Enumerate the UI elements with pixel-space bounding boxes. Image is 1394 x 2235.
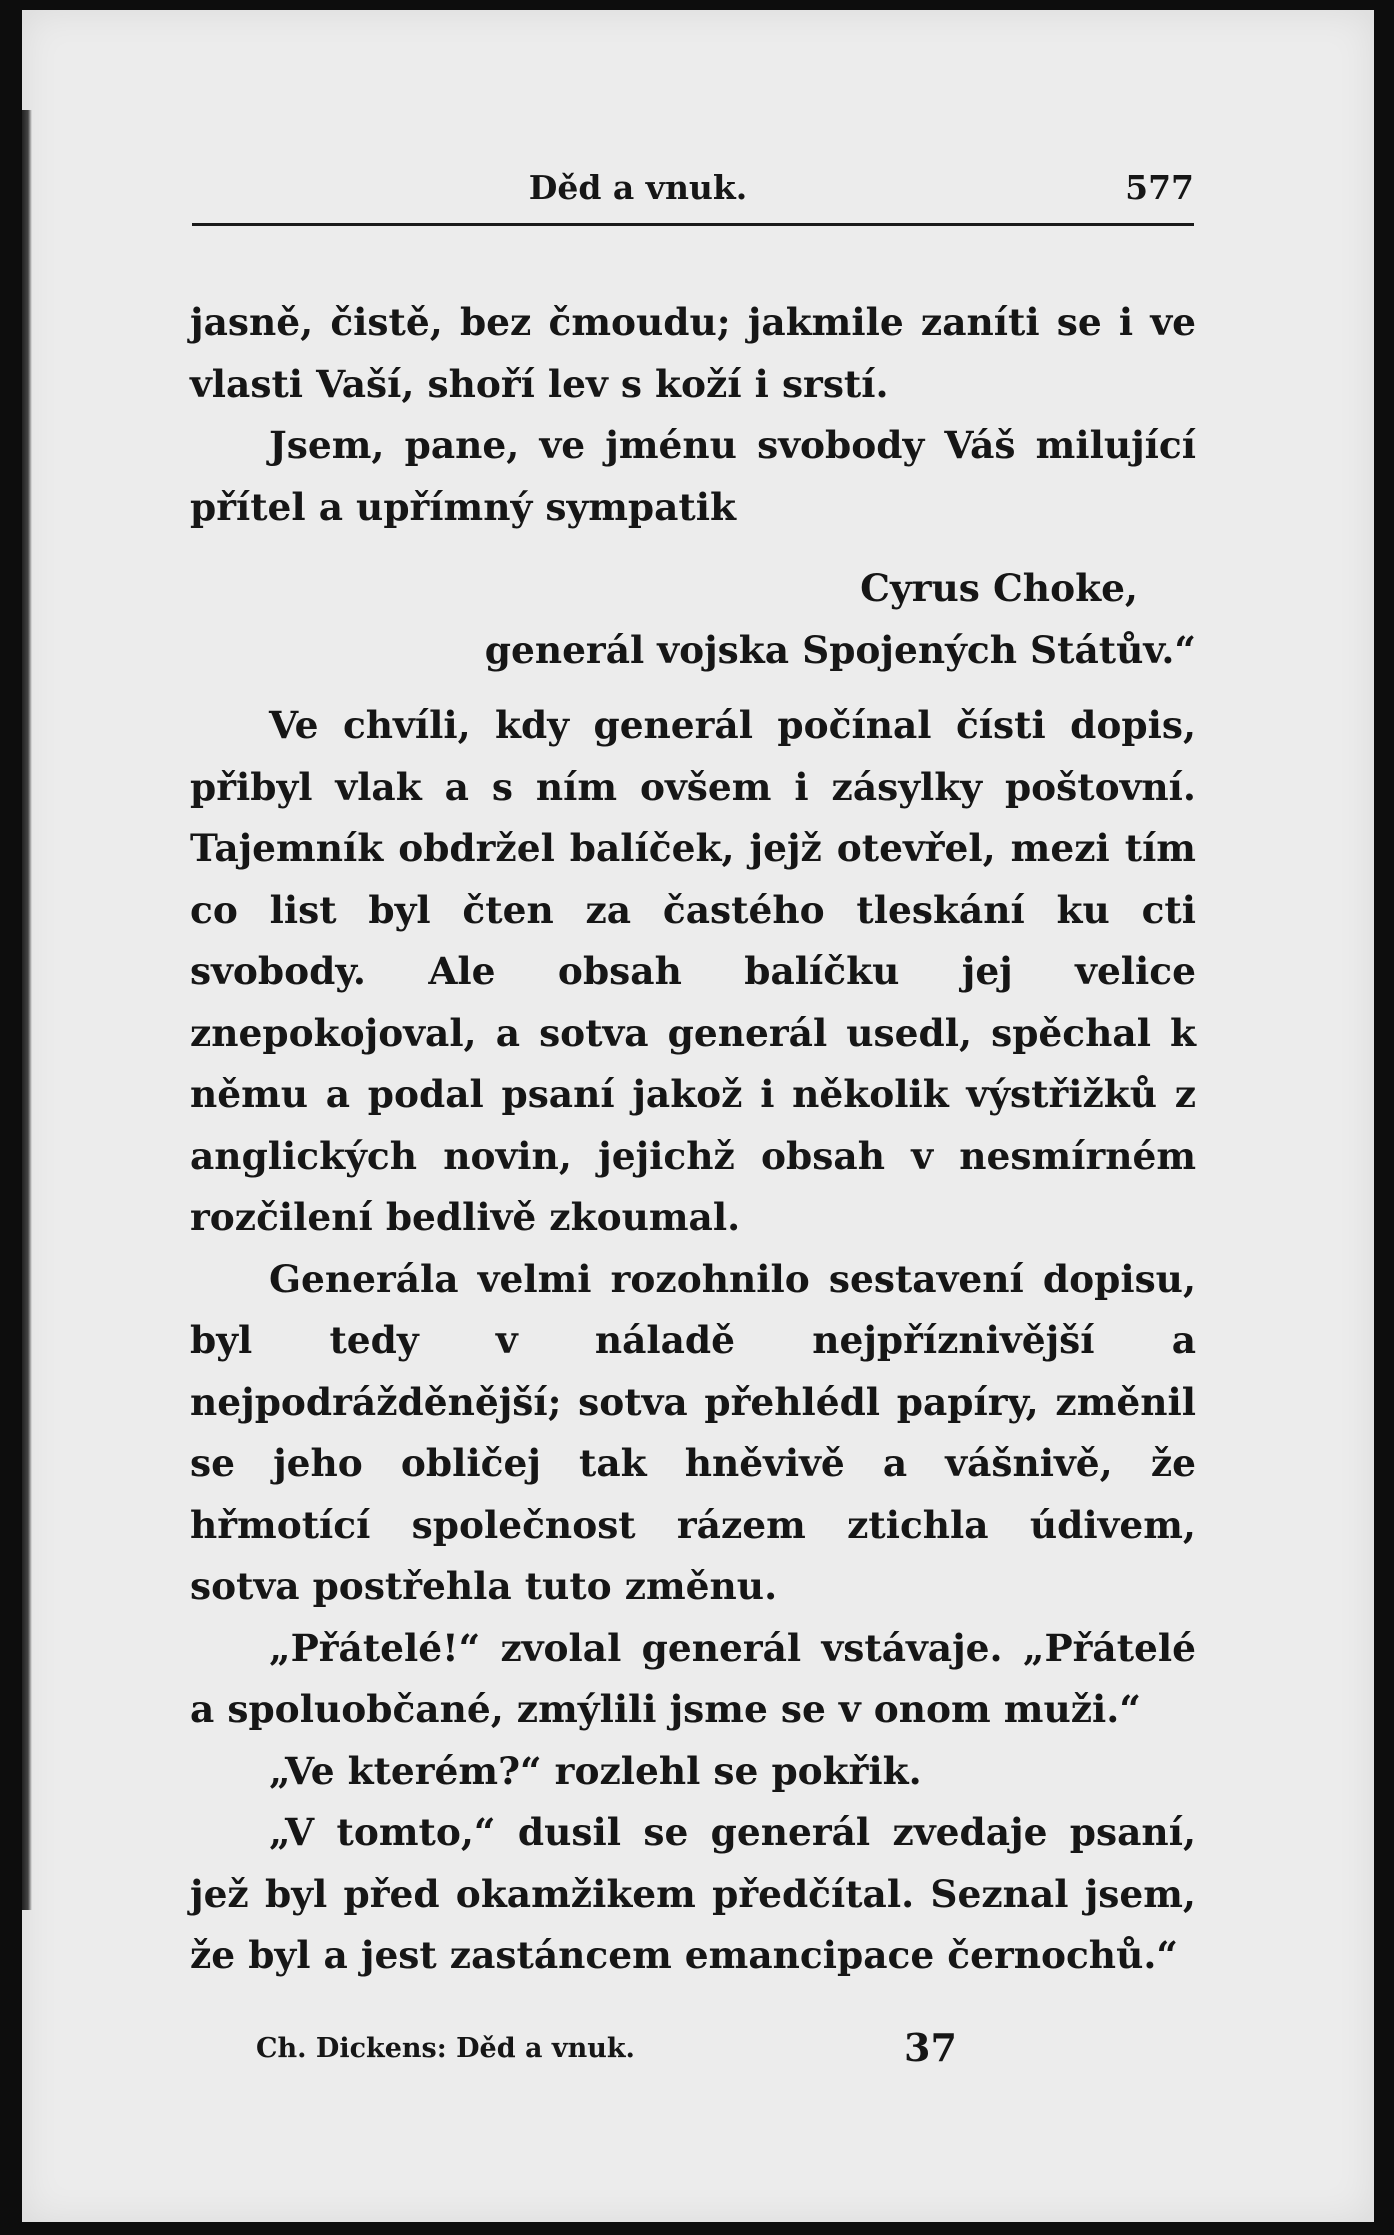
paragraph: Generála velmi rozohnilo sestavení dopisu, byl tedy v náladě nejpříznivější a nejpodrážděnější; sotva přehlédl papíry, změnil se jeho obličej tak hněvivě a vášnivě, že hřmotící společnost rázem ztichla údivem, sotva postřehla tuto změnu. xyxy=(190,1256,1196,1608)
paragraph-gap xyxy=(190,681,1196,695)
paragraph-continuation: jasně, čistě, bez čmoudu; jakmile zaníti se i ve vlasti Vaší, shoří lev s koží i srstí. xyxy=(190,300,1196,406)
book-page xyxy=(22,10,1374,2222)
page-footer xyxy=(256,2025,1016,2085)
dialogue-paragraph: „Přátelé!“ zvolal generál vstávaje. „Přátelé a spoluobčané, zmýlili jsme se v onom muži.“ xyxy=(190,1625,1196,1731)
page-number: 577 xyxy=(1125,168,1194,207)
header-rule xyxy=(192,223,1194,226)
dialogue-paragraph: „Ve kterém?“ rozlehl se pokřik. xyxy=(269,1748,922,1793)
paragraph: Ve chvíli, kdy generál počínal čísti dopis, přibyl vlak a s ním ovšem i zásylky poštovní. Tajemník obdržel balíček, jejž otevřel, mezi tím co list byl čten za častého tleskání ku cti svobody. Ale obsah balíčku jej velice znepokojoval, a sotva generál usedl, spěchal k němu a podal psaní jakož i několik výstřižků z anglických novin, jejichž obsah v nesmírném rozčilení bedlivě zkoumal. xyxy=(190,703,1196,1239)
signature-title: generál vojska Spojených Státův.“ xyxy=(484,627,1196,672)
signature-mark: Ch. Dickens: Děd a vnuk. xyxy=(256,2033,635,2064)
running-title: Děd a vnuk. xyxy=(528,168,748,207)
signature-name: Cyrus Choke, xyxy=(860,566,1138,610)
sheet-number: 37 xyxy=(904,2025,957,2070)
body-text xyxy=(190,292,1196,1987)
dialogue-paragraph: „V tomto,“ dusil se generál zvedaje psaní, jež byl před okamžikem předčítal. Seznal jsem, že byl a jest zastáncem emancipace černochů.“ xyxy=(190,1810,1196,1977)
binding-shadow xyxy=(22,110,32,1910)
paragraph-closing: Jsem, pane, ve jménu svobody Váš milující přítel a upřímný sympatik xyxy=(190,423,1196,529)
running-header xyxy=(192,168,1194,228)
